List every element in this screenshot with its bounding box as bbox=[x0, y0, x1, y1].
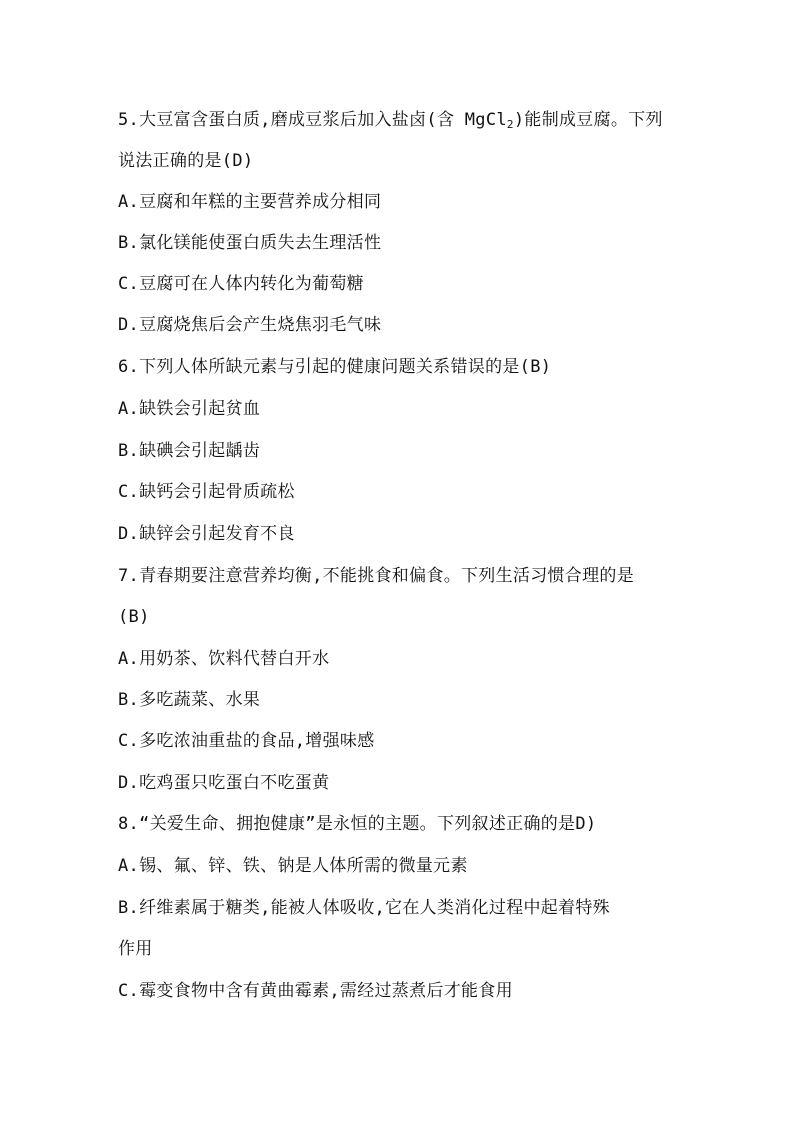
question-5-option-b: B.氯化镁能使蛋白质失去生理活性 bbox=[118, 233, 382, 253]
question-5-stem-line1 bbox=[118, 110, 663, 130]
question-7-stem-line1: 7.青春期要注意营养均衡,不能挑食和偏食。下列生活习惯合理的是 bbox=[118, 566, 635, 586]
question-5-option-d: D.豆腐烧焦后会产生烧焦羽毛气味 bbox=[118, 315, 382, 335]
question-6-option-b: B.缺碘会引起龋齿 bbox=[118, 441, 261, 461]
question-7-stem-line2: (B) bbox=[118, 607, 150, 627]
question-7-option-b: B.多吃蔬菜、水果 bbox=[118, 690, 261, 710]
question-8-stem: 8.“关爱生命、拥抱健康”是永恒的主题。下列叙述正确的是D) bbox=[118, 814, 597, 834]
question-5-subscript: 2 bbox=[506, 118, 514, 131]
question-7-option-d: D.吃鸡蛋只吃蛋白不吃蛋黄 bbox=[118, 773, 330, 793]
question-5-stem-text-b: )能制成豆腐。下列 bbox=[513, 110, 663, 130]
question-8-option-b-continued: 作用 bbox=[118, 939, 153, 959]
question-5-stem-text-a: 5.大豆富含蛋白质,磨成豆浆后加入盐卤(含 MgCl bbox=[118, 110, 507, 130]
question-6-stem: 6.下列人体所缺元素与引起的健康问题关系错误的是(B) bbox=[118, 357, 552, 377]
question-5-stem-line2: 说法正确的是(D) bbox=[118, 151, 254, 171]
question-8-option-c: C.霉变食物中含有黄曲霉素,需经过蒸煮后才能食用 bbox=[118, 981, 513, 1001]
question-7-option-a: A.用奶茶、饮料代替白开水 bbox=[118, 649, 330, 669]
question-8-option-b: B.纤维素属于糖类,能被人体吸收,它在人类消化过程中起着特殊 bbox=[118, 898, 610, 918]
question-7-option-c: C.多吃浓油重盐的食品,增强味感 bbox=[118, 731, 375, 751]
question-8-option-a: A.锡、氟、锌、铁、钠是人体所需的微量元素 bbox=[118, 856, 468, 876]
question-6-option-a: A.缺铁会引起贫血 bbox=[118, 399, 261, 419]
question-5-option-c: C.豆腐可在人体内转化为葡萄糖 bbox=[118, 274, 364, 294]
question-6-option-c: C.缺钙会引起骨质疏松 bbox=[118, 482, 295, 502]
question-5-option-a: A.豆腐和年糕的主要营养成分相同 bbox=[118, 192, 382, 212]
question-6-option-d: D.缺锌会引起发育不良 bbox=[118, 524, 295, 544]
